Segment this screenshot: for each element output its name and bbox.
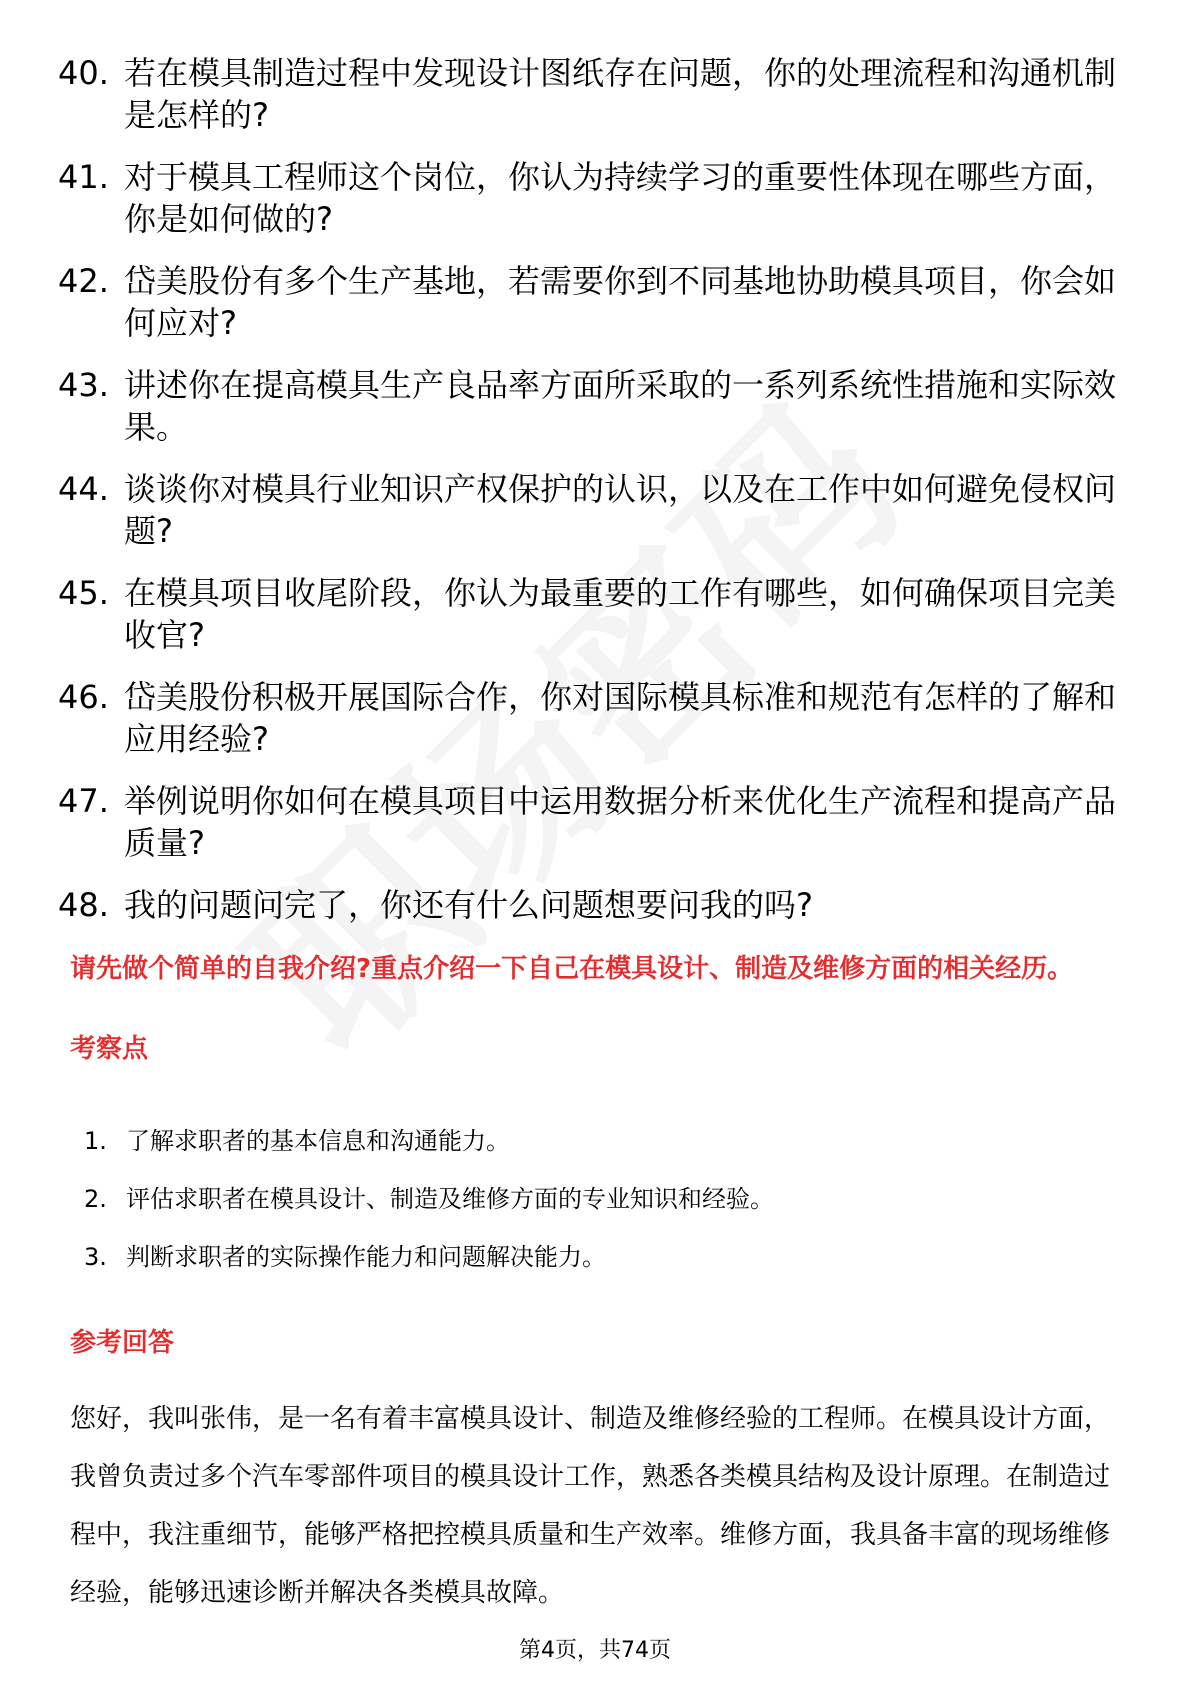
question-list [58,52,1118,946]
list-item [84,1125,774,1157]
list-number: 1. [84,1127,107,1155]
kaochadian-heading: 考察点 [70,1034,149,1064]
question-item [58,780,1118,864]
question-number: 40. [58,54,109,92]
question-item [58,52,1118,136]
question-item [58,364,1118,448]
question-text: 岱美股份有多个生产基地，若需要你到不同基地协助模具项目，你会如何应对? [124,262,1117,342]
list-number: 3. [84,1243,107,1271]
list-text: 评估求职者在模具设计、制造及维修方面的专业知识和经验。 [126,1185,774,1213]
question-item [58,884,1118,926]
question-text: 对于模具工程师这个岗位，你认为持续学习的重要性体现在哪些方面，你是如何做的? [124,158,1117,238]
list-text: 了解求职者的基本信息和沟通能力。 [126,1127,510,1155]
question-text: 举例说明你如何在模具项目中运用数据分析来优化生产流程和提高产品质量? [124,782,1117,862]
question-number: 43. [58,366,109,404]
question-item [58,156,1118,240]
list-text: 判断求职者的实际操作能力和问题解决能力。 [126,1243,606,1271]
question-text: 在模具项目收尾阶段，你认为最重要的工作有哪些，如何确保项目完美收官? [124,574,1117,654]
question-number: 44. [58,470,109,508]
question-text: 我的问题问完了，你还有什么问题想要问我的吗? [124,886,813,924]
question-item [58,572,1118,656]
kaochadian-list [84,1125,774,1299]
page-footer: 第4页，共74页 [519,1638,671,1663]
question-text: 若在模具制造过程中发现设计图纸存在问题，你的处理流程和沟通机制是怎样的? [124,54,1117,134]
question-number: 42. [58,262,109,300]
question-text: 谈谈你对模具行业知识产权保护的认识，以及在工作中如何避免侵权问题? [124,470,1117,550]
reference-answer: 您好，我叫张伟，是一名有着丰富模具设计、制造及维修经验的工程师。在模具设计方面，我曾负责过多个汽车零部件项目的模具设计工作，熟悉各类模具结构及设计原理。在制造过程中，我注重细节，能够严格把控模具质量和生产效率。维修方面，我具备丰富的现场维修经验，能够迅速诊断并解决各类模具故障。 [70,1404,1111,1608]
question-number: 47. [58,782,109,820]
question-number: 45. [58,574,109,612]
question-number: 48. [58,886,109,924]
list-item [84,1241,774,1273]
question-item [58,468,1118,552]
question-text: 岱美股份积极开展国际合作，你对国际模具标准和规范有怎样的了解和应用经验? [124,678,1117,758]
cankao-heading: 参考回答 [70,1328,175,1358]
question-item [58,676,1118,760]
list-number: 2. [84,1185,107,1213]
question-text: 讲述你在提高模具生产良品率方面所采取的一系列系统性措施和实际效果。 [124,366,1117,446]
section-title: 请先做个简单的自我介绍?重点介绍一下自己在模具设计、制造及维修方面的相关经历。 [70,954,1074,984]
question-item [58,260,1118,344]
question-number: 46. [58,678,109,716]
list-item [84,1183,774,1215]
question-number: 41. [58,158,109,196]
